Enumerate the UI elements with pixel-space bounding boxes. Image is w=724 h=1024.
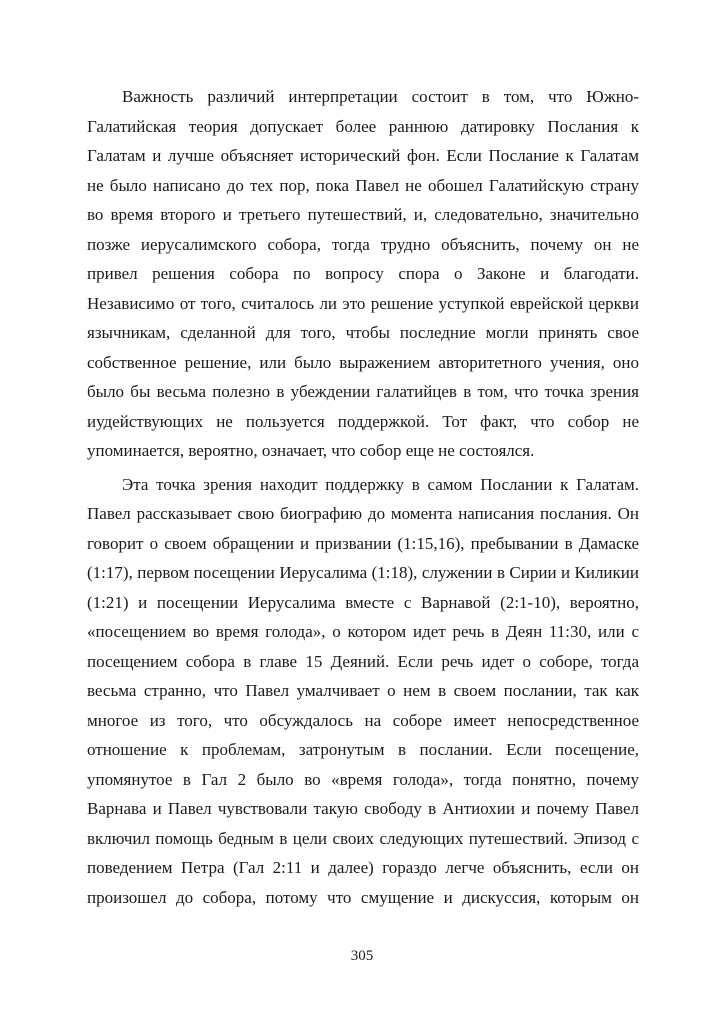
text-line: упомянутое в Гал 2 было во «время голода», тогда понятно, почему [87, 769, 639, 789]
text-line: Эта точка зрения находит поддержку в самом Послании к Галатам. [122, 474, 639, 494]
text-line: позже иерусалимского собора, тогда трудно объяснить, почему он не [87, 234, 639, 254]
text-line: многое из того, что обсуждалось на соборе имеет непосредственное [87, 710, 639, 730]
text-line: привел решения собора по вопросу спора о Законе и благодати. [87, 264, 639, 283]
paragraph [87, 470, 639, 913]
text-line: (1:21) и посещении Иерусалима вместе с Варнавой (2:1-10), вероятно, [87, 592, 639, 612]
text-line: весьма странно, что Павел умалчивает о нем в своем послании, так как [87, 681, 639, 700]
text-line: Павел рассказывает свою биографию до момента написания послания. Он [87, 504, 639, 523]
text-line: собственное решение, или было выражением авторитетного учения, оно [87, 352, 639, 372]
text-line: Важность различий интерпретации состоит в том, что Южно- [122, 87, 639, 106]
text-line: язычникам, сделанной для того, чтобы последние могли принять свое [87, 323, 639, 342]
text-line: было бы весьма полезно в убеждении галатийцев в том, что точка зрения [87, 382, 639, 401]
text-line: упоминается, вероятно, означает, что собор еще не состоялся. [87, 441, 535, 460]
text-line: поведением Петра (Гал 2:11 и далее) гораздо легче объяснить, если он [87, 858, 639, 877]
text-line: посещением собора в главе 15 Деяний. Если речь идет о соборе, тогда [87, 651, 639, 671]
text-line: включил помощь бедным в цели своих следующих путешествий. Эпизод с [87, 828, 639, 848]
text-line: отношение к проблемам, затронутым в послании. Если посещение, [87, 740, 639, 759]
text-line: во время второго и третьего путешествий, и, следовательно, значительно [87, 205, 639, 224]
text-line: (1:17), первом посещении Иерусалима (1:18), служении в Сирии и Киликии [87, 563, 639, 582]
paragraph [87, 82, 639, 466]
text-line: «посещением во время голода», о котором идет речь в Деян 11:30, или с [87, 622, 639, 641]
text-line: Галатийская теория допускает более раннюю датировку Послания к [87, 116, 639, 136]
text-line: иудействующих не пользуется поддержкой. Тот факт, что собор не [87, 411, 639, 431]
body-text [87, 82, 639, 912]
text-line: говорит о своем обращении и призвании (1:15,16), пребывании в Дамаске [87, 533, 639, 553]
text-line: Варнава и Павел чувствовали такую свободу в Антиохии и почему Павел [87, 799, 639, 818]
text-line: произошел до собора, потому что смущение и дискуссия, которым он [87, 887, 639, 907]
text-line: Независимо от того, считалось ли это решение уступкой еврейской церкви [87, 293, 639, 313]
text-line: не было написано до тех пор, пока Павел не обошел Галатийскую страну [87, 175, 639, 195]
text-line: Галатам и лучше объясняет исторический фон. Если Послание к Галатам [87, 146, 639, 165]
page-number: 305 [350, 948, 374, 964]
